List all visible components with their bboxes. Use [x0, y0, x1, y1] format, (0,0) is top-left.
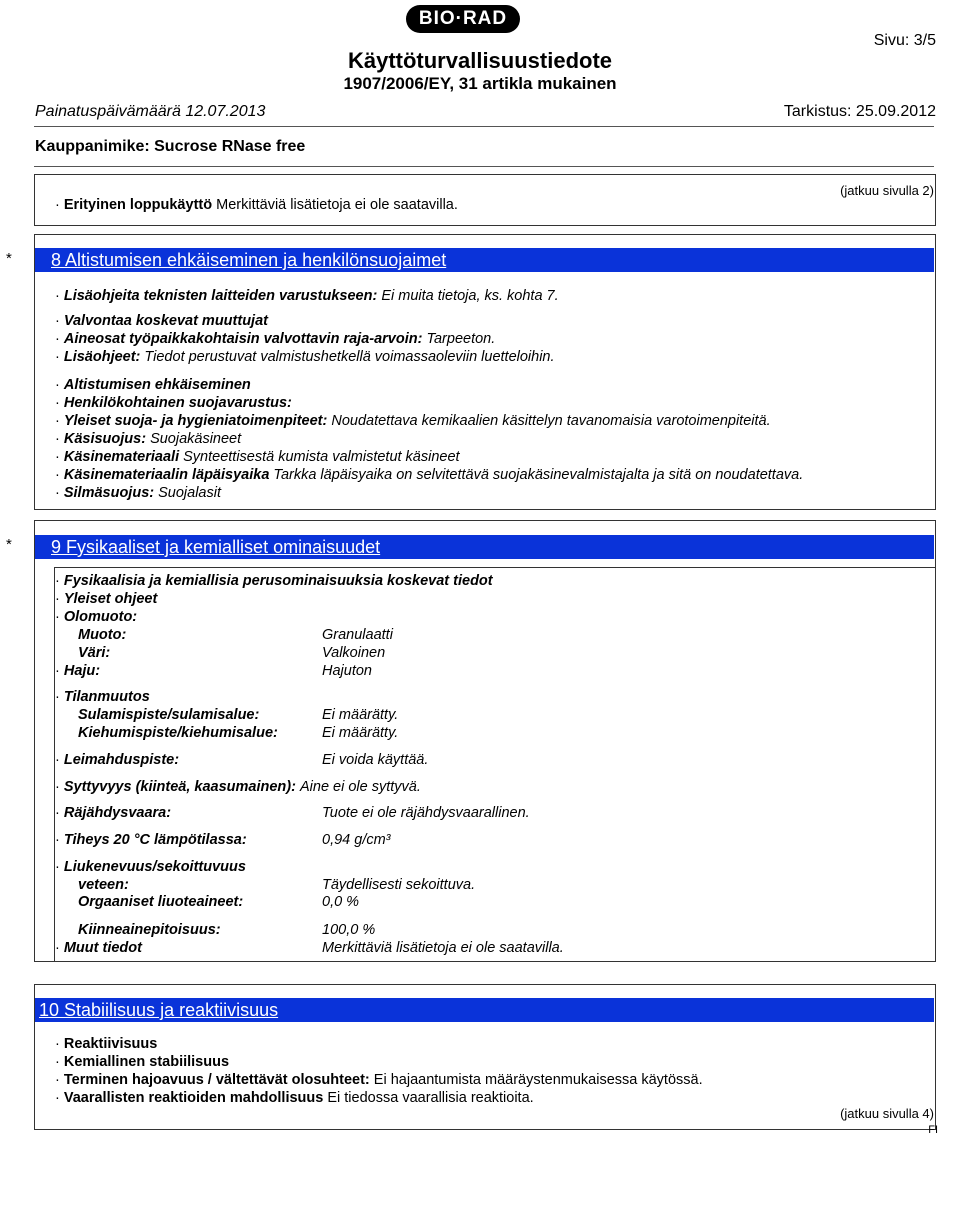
bio-rad-logo: BIO·RAD — [406, 5, 520, 33]
s9-color-value: Valkoinen — [322, 645, 386, 661]
section-9-title: 9 Fysikaaliset ja kemialliset ominaisuudet — [35, 535, 934, 559]
document-subtitle: 1907/2006/EY, 31 artikla mukainen — [343, 74, 617, 93]
s9-melt-label: Sulamispiste/sulamisalue: — [78, 707, 260, 723]
s10-reactivity: · Reaktiivisuus — [55, 1036, 158, 1052]
section-10-title: 10 Stabiilisuus ja reaktiivisuus — [35, 998, 934, 1022]
s9-explosion-value: Tuote ei ole räjähdysvaarallinen. — [322, 805, 530, 821]
s9-flash-value: Ei voida käyttää. — [322, 752, 429, 768]
s9-general: · Yleiset ohjeet — [55, 591, 158, 607]
s10-decomposition: · Terminen hajoavuus / vältettävät olosuhteet: Ei hajaantumista määräystenmukaisessa käytössä. — [55, 1072, 703, 1088]
s9-phase-change: · Tilanmuutos — [55, 689, 150, 705]
s8-line-control-params: · Valvontaa koskevat muuttujat — [55, 313, 268, 329]
s9-density-value: 0,94 g/cm³ — [322, 832, 391, 848]
s9-form-label: Muoto: — [78, 627, 127, 643]
product-name: Kauppanimike: Sucrose RNase free — [35, 138, 306, 155]
section-8-title: 8 Altistumisen ehkäiseminen ja henkilönsuojaimet — [35, 248, 934, 272]
change-marker-8: * — [6, 250, 12, 267]
s9-boil-value: Ei määrätty. — [322, 725, 399, 741]
s9-odor-value: Hajuton — [322, 663, 372, 679]
s8-line-hygiene: · Yleiset suoja- ja hygieniatoimenpiteet: Noudatettava kemikaalien käsittelyn tavanomaisia varotoimenpiteitä. — [55, 413, 771, 429]
s9-form-value: Granulaatti — [322, 627, 393, 643]
s9-water-label: veteen: — [78, 877, 129, 893]
s9-odor-label: · Haju: — [55, 663, 101, 679]
s10-hazardous-reactions: · Vaarallisten reaktioiden mahdollisuus Ei tiedossa vaarallisia reaktioita. — [55, 1090, 534, 1106]
s8-line-ppe: · Henkilökohtainen suojavarustus: — [55, 395, 292, 411]
s9-other-label: · Muut tiedot — [55, 940, 142, 956]
page-number: Sivu: 3/5 — [873, 32, 936, 49]
s8-line-engineering: · Lisäohjeita teknisten laitteiden varustukseen: Ei muita tietoja, ks. kohta 7. — [55, 288, 559, 304]
s8-line-glove-material: · Käsinemateriaali Synteettisestä kumista valmistetut käsineet — [55, 449, 460, 465]
s8-line-breakthrough: · Käsinemateriaalin läpäisyaika Tarkka läpäisyaika on selvitettävä suojakäsinevalmistajalta ja sitä on noudatettava. — [55, 467, 804, 483]
s9-solids-label: Kiinneainepitoisuus: — [78, 922, 221, 938]
s9-solvent-label: Orgaaniset liuoteaineet: — [78, 894, 244, 910]
s9-flammability: · Syttyvyys (kiinteä, kaasumainen): Aine ei ole syttyvä. — [55, 779, 421, 795]
continued-to: (jatkuu sivulla 4) — [840, 1106, 934, 1121]
s9-basic-info: · Fysikaalisia ja kemiallisia perusominaisuuksia koskevat tiedot — [55, 573, 493, 589]
s8-line-exposure: · Altistumisen ehkäiseminen — [55, 377, 251, 393]
s8-line-additional: · Lisäohjeet: Tiedot perustuvat valmistushetkellä voimassaoleviin luetteloihin. — [55, 349, 555, 365]
s9-other-value: Merkittäviä lisätietoja ei ole saatavilla. — [322, 940, 564, 956]
s9-state: · Olomuoto: — [55, 609, 138, 625]
s9-explosion-label: · Räjähdysvaara: — [55, 805, 172, 821]
s9-melt-value: Ei määrätty. — [322, 707, 399, 723]
s9-boil-label: Kiehumispiste/kiehumisalue: — [78, 725, 278, 741]
print-date: Painatuspäivämäärä 12.07.2013 — [35, 103, 266, 120]
s9-density-label: · Tiheys 20 °C lämpötilassa: — [55, 832, 247, 848]
s9-solubility: · Liukenevuus/sekoittuvuus — [55, 859, 246, 875]
s8-line-limit-values: · Aineosat työpaikkakohtaisin valvottavin raja-arvoin: Tarpeeton. — [55, 331, 496, 347]
document-title: Käyttöturvallisuustiedote — [347, 48, 613, 73]
header-rule — [34, 126, 934, 127]
s8-line-eye: · Silmäsuojus: Suojalasit — [55, 485, 221, 501]
s9-solids-value: 100,0 % — [322, 922, 376, 938]
change-marker-9: * — [6, 536, 12, 553]
special-end-use: · Erityinen loppukäyttö Merkittäviä lisätietoja ei ole saatavilla. — [55, 197, 458, 213]
s10-stability: · Kemiallinen stabiilisuus — [55, 1054, 230, 1070]
product-rule — [34, 166, 934, 167]
s9-color-label: Väri: — [78, 645, 111, 661]
language-code: FI — [928, 1124, 938, 1136]
revision-date: Tarkistus: 25.09.2012 — [783, 103, 936, 120]
s9-water-value: Täydellisesti sekoittuva. — [322, 877, 476, 893]
s9-solvent-value: 0,0 % — [322, 894, 360, 910]
s9-flash-label: · Leimahduspiste: — [55, 752, 180, 768]
continued-from: (jatkuu sivulla 2) — [840, 183, 934, 198]
s8-line-hand: · Käsisuojus: Suojakäsineet — [55, 431, 242, 447]
